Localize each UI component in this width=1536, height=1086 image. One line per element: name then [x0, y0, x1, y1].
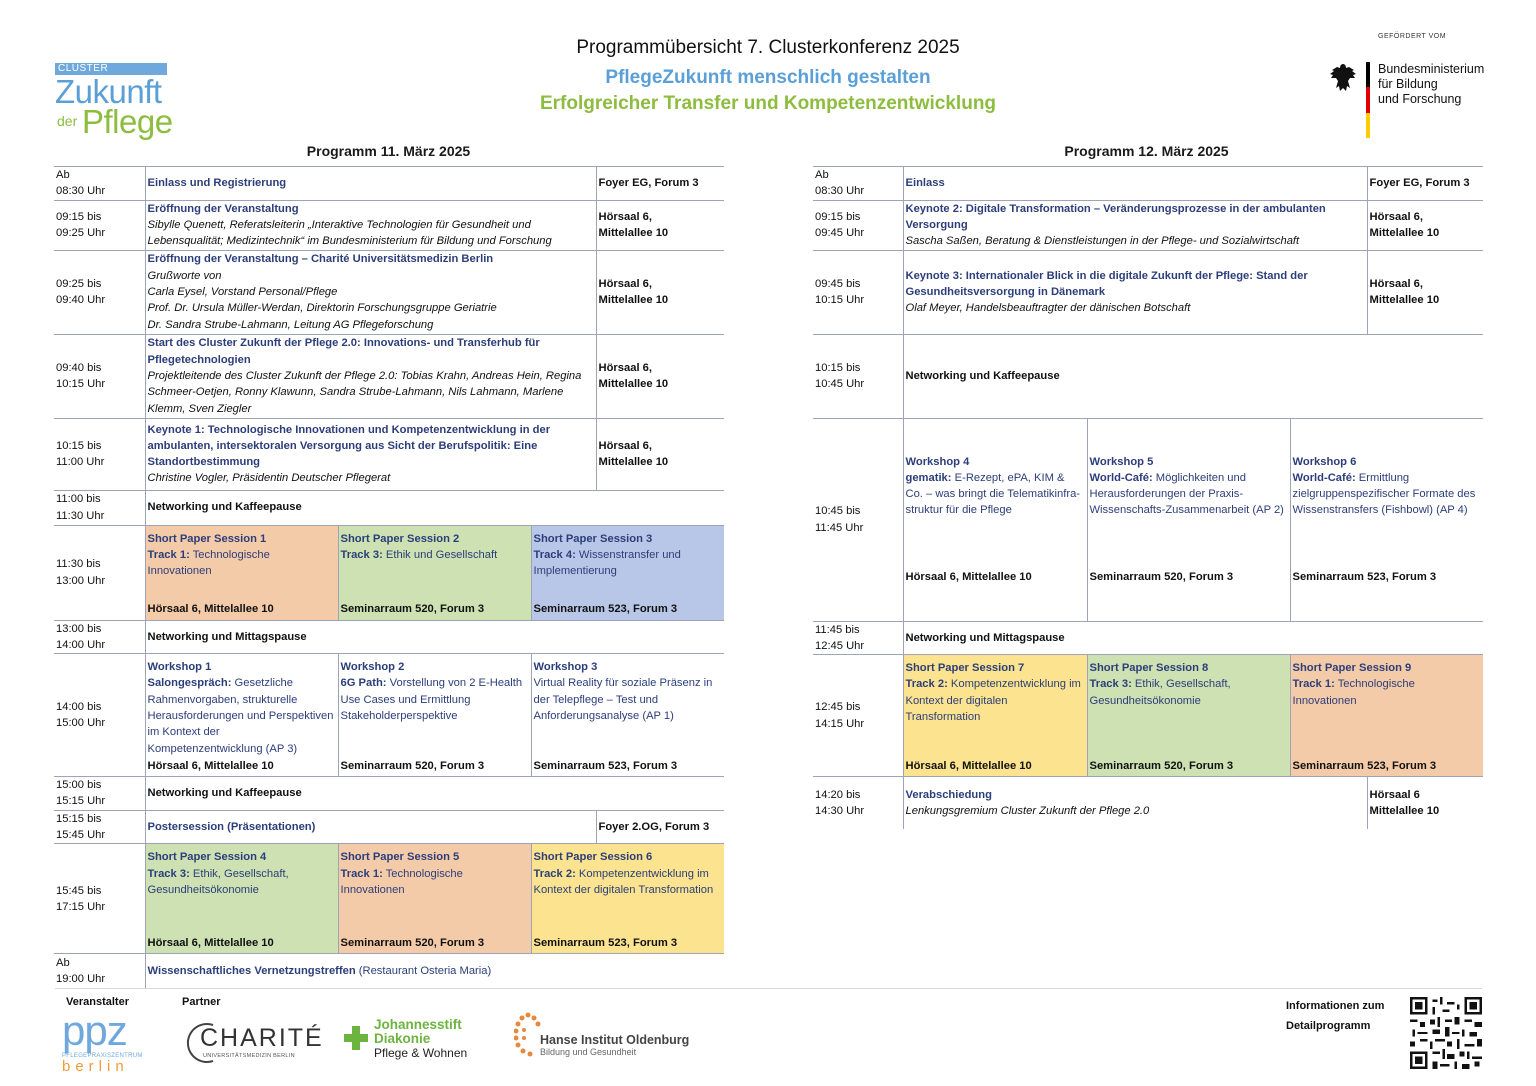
time-cell: 14:00 bis 15:00 Uhr: [54, 654, 145, 777]
charite-logo: [183, 1020, 324, 1066]
session-cell: Networking und Mittagspause: [145, 620, 724, 654]
table-row: [54, 954, 724, 988]
workshop-4: Workshop 4 gematik: E-Rezept, ePA, KIM & Co. – was bringt die Telematikinfra-struktur für die Pflege Hörsaal 6, Mittelallee 10: [903, 418, 1087, 621]
short-paper-session-5: Short Paper Session 5 Track 1: Technologische Innovationen Seminarraum 520, Forum 3: [338, 844, 531, 954]
room-cell: Hörsaal 6, Mittelallee 10: [596, 250, 724, 334]
johannesstift-name: Johannesstift Diakonie: [374, 1017, 462, 1046]
table-row: [54, 844, 724, 954]
session-cell: Networking und Kaffeepause: [145, 777, 724, 811]
hanse-dots-icon: [514, 1012, 542, 1058]
footer-divider: [55, 988, 1482, 989]
table-row: [54, 167, 724, 201]
time-cell: 10:15 bis 10:45 Uhr: [813, 334, 903, 418]
time-cell: 09:45 bis 10:15 Uhr: [813, 250, 903, 334]
time-cell: 09:25 bis 09:40 Uhr: [54, 250, 145, 334]
workshop-2: Workshop 2 6G Path: Vorstellung von 2 E-Health Use Cases und Ermittlung Stakeholderperspektive Seminarraum 520, Forum 3: [338, 654, 531, 777]
short-paper-session-1: Short Paper Session 1 Track 1: Technologische Innovationen Hörsaal 6, Mittelallee 10: [145, 525, 338, 620]
session-cell: Keynote 3: Internationaler Blick in die digitale Zukunft der Pflege: Stand der Gesundheitsversorgung in Dänemark Olaf Meyer, Handelsbeauftragter der dänischen Botschaft: [903, 250, 1367, 334]
room-cell: Hörsaal 6, Mittelallee 10: [596, 334, 724, 418]
time-cell: 15:00 bis 15:15 Uhr: [54, 777, 145, 811]
room-cell: Hörsaal 6, Mittelallee 10: [1367, 250, 1483, 334]
detail-info-text: Informationen zum Detailprogramm: [1286, 1000, 1385, 1032]
session-cell: Keynote 1: Technologische Innovationen und Kompetenzentwicklung in der ambulanten, intersektoralen Versorgung aus Sicht der Berufspolitik: Eine Standortbestimmung Christine Vogler, Präsidentin Deutscher Pflegerat: [145, 418, 596, 490]
hanse-logo: [514, 1012, 714, 1062]
room-cell: Hörsaal 6, Mittelallee 10: [596, 200, 724, 250]
time-cell: 12:45 bis 14:15 Uhr: [813, 655, 903, 777]
session-cell: Keynote 2: Digitale Transformation – Veränderungsprozesse in der ambulanten Versorgung Sascha Saßen, Beratung & Dienstleistungen in der Pflege- und Sozialwirtschaft: [903, 200, 1367, 250]
short-paper-session-3: Short Paper Session 3 Track 4: Wissenstransfer und Implementierung Seminarraum 523, Forum 3: [531, 525, 724, 620]
table-row: [813, 167, 1483, 201]
table-row: [54, 810, 724, 844]
ppz-logo: [62, 1007, 152, 1076]
time-cell: 10:45 bis 11:45 Uhr: [813, 418, 903, 621]
table-row: [813, 777, 1483, 829]
session-cell: Postersession (Präsentationen): [145, 810, 596, 844]
time-cell: Ab 19:00 Uhr: [54, 954, 145, 988]
session-cell: Einlass und Registrierung: [145, 167, 596, 201]
session-cell: Eröffnung der Veranstaltung Sibylle Quenett, Referatsleiterin „Interaktive Technologien für Gesundheit und Lebensqualität; Medizintechnik“ im Bundesministerium für Bildung und Forschung: [145, 200, 596, 250]
charite-subtitle: UNIVERSITÄTSMEDIZIN BERLIN: [203, 1053, 295, 1059]
cluster-logo-pflege: Pflege: [82, 103, 173, 140]
time-cell: 11:30 bis 13:00 Uhr: [54, 525, 145, 620]
page-title: Programmübersicht 7. Clusterkonferenz 2025: [576, 37, 960, 58]
short-paper-session-4: Short Paper Session 4 Track 3: Ethik, Gesellschaft, Gesundheitsökonomie Hörsaal 6, Mittelallee 10: [145, 844, 338, 954]
room-cell: Foyer EG, Forum 3: [1367, 167, 1483, 201]
cluster-logo: [55, 63, 185, 141]
time-cell: Ab 08:30 Uhr: [813, 167, 903, 201]
table-row: [813, 655, 1483, 777]
day1-schedule: [54, 166, 724, 988]
table-row: [54, 525, 724, 620]
table-row: [54, 250, 724, 334]
session-cell: Start des Cluster Zukunft der Pflege 2.0: Innovations- und Transferhub für Pflegetechnologien Projektleitende des Cluster Zukunft der Pflege 2.0: Tobias Krahn, Andreas Hein, Regina Schmeer-Oetjen, Ronny Klawunn, Sandra Strube-Lahmann, Nils Lahmann, Marlene Klemm, Sven Ziegler: [145, 334, 596, 418]
session-cell: Verabschiedung Lenkungsgremium Cluster Zukunft der Pflege 2.0: [903, 777, 1367, 829]
short-paper-session-7: Short Paper Session 7 Track 2: Kompetenzentwicklung im Kontext der digitalen Transformation Hörsaal 6, Mittelallee 10: [903, 655, 1087, 777]
johannesstift-logo: [344, 1018, 484, 1064]
table-row: [54, 334, 724, 418]
hanse-subtitle: Bildung und Gesundheit: [540, 1047, 637, 1057]
short-paper-session-6: Short Paper Session 6 Track 2: Kompetenzentwicklung im Kontext der digitalen Transformation Seminarraum 523, Forum 3: [531, 844, 724, 954]
time-cell: 09:40 bis 10:15 Uhr: [54, 334, 145, 418]
short-paper-session-2: Short Paper Session 2 Track 3: Ethik und Gesellschaft Seminarraum 520, Forum 3: [338, 525, 531, 620]
session-cell: Networking und Mittagspause: [903, 621, 1483, 655]
session-cell: Networking und Kaffeepause: [145, 490, 724, 525]
short-paper-session-8: Short Paper Session 8 Track 3: Ethik, Gesellschaft, Gesundheitsökonomie Seminarraum 520, Forum 3: [1087, 655, 1290, 777]
session-cell: Eröffnung der Veranstaltung – Charité Universitätsmedizin Berlin Grußworte von Carla Eysel, Vorstand Personal/Pflege Prof. Dr. Ursula Müller-Werdan, Direktorin Forschungsgruppe Geriatrie Dr. Sandra Strube-Lahmann, Leitung AG Pflegeforschung: [145, 250, 596, 334]
table-row: [54, 620, 724, 654]
workshop-6: Workshop 6 World-Café: Ermittlung zielgruppenspezifischer Formate des Wissenstransfers (Fishbowl) (AP 4) Seminarraum 523, Forum 3: [1290, 418, 1483, 621]
workshop-3: Workshop 3 Virtual Reality für soziale Präsenz in der Telepflege – Test und Anforderungsanalyse (AP 1) Seminarraum 523, Forum 3: [531, 654, 724, 777]
day2-schedule: [813, 166, 1483, 829]
time-cell: 14:20 bis 14:30 Uhr: [813, 777, 903, 829]
table-row: [54, 200, 724, 250]
time-cell: 09:15 bis 09:25 Uhr: [54, 200, 145, 250]
time-cell: 13:00 bis 14:00 Uhr: [54, 620, 145, 654]
table-row: [813, 418, 1483, 621]
table-row: [813, 250, 1483, 334]
room-cell: Hörsaal 6, Mittelallee 10: [1367, 200, 1483, 250]
table-row: [54, 490, 724, 525]
room-cell: Hörsaal 6 Mittelallee 10: [1367, 777, 1483, 829]
workshop-1: Workshop 1 Salongespräch: Gesetzliche Rahmenvorgaben, strukturelle Herausforderungen und Perspektiven im Kontext der Kompetenzentwicklung (AP 3) Hörsaal 6, Mittelallee 10: [145, 654, 338, 777]
time-cell: 15:15 bis 15:45 Uhr: [54, 810, 145, 844]
ppz-logo-text: ppz: [62, 1007, 127, 1054]
session-cell: Networking und Kaffeepause: [903, 334, 1483, 418]
table-row: [813, 334, 1483, 418]
eagle-icon: [1328, 62, 1358, 94]
hanse-name: Hanse Institut Oldenburg: [540, 1033, 690, 1047]
day1-title: Programm 11. März 2025: [306, 143, 471, 159]
short-paper-session-9: Short Paper Session 9 Track 1: Technologische Innovationen Seminarraum 523, Forum 3: [1290, 655, 1483, 777]
bmbf-logo: [1328, 62, 1488, 140]
table-row: [54, 777, 724, 811]
cross-icon: [344, 1026, 368, 1050]
table-row: [813, 621, 1483, 655]
cluster-logo-zukunft: Zukunft: [55, 73, 162, 110]
time-cell: 09:15 bis 09:45 Uhr: [813, 200, 903, 250]
workshop-5: Workshop 5 World-Café: Möglichkeiten und Herausforderungen der Praxis-Wissenschafts-Zusammenarbeit (AP 2) Seminarraum 520, Forum 3: [1087, 418, 1290, 621]
organizer-label: Veranstalter: [66, 996, 129, 1008]
time-cell: 11:00 bis 11:30 Uhr: [54, 490, 145, 525]
time-cell: 15:45 bis 17:15 Uhr: [54, 844, 145, 954]
time-cell: Ab 08:30 Uhr: [54, 167, 145, 201]
room-cell: Foyer EG, Forum 3: [596, 167, 724, 201]
room-cell: Foyer 2.OG, Forum 3: [596, 810, 724, 844]
german-flag: [1366, 62, 1370, 138]
time-cell: 10:15 bis 11:00 Uhr: [54, 418, 145, 490]
cluster-logo-der: der: [57, 113, 78, 129]
subtitle-1: PflegeZukunft menschlich gestalten: [605, 67, 931, 88]
room-cell: Hörsaal 6, Mittelallee 10: [596, 418, 724, 490]
funder-label: GEFÖRDERT VOM: [1378, 33, 1447, 40]
qr-code-icon[interactable]: [1410, 997, 1482, 1069]
session-cell: Wissenschaftliches Vernetzungstreffen (Restaurant Osteria Maria): [145, 954, 724, 988]
session-cell: Einlass: [903, 167, 1367, 201]
cluster-logo-bar: CLUSTER: [55, 63, 167, 75]
partner-label: Partner: [182, 996, 221, 1008]
subtitle-2: Erfolgreicher Transfer und Kompetenzentwicklung: [539, 93, 997, 114]
johannesstift-subtitle: Pflege & Wohnen: [374, 1046, 468, 1060]
table-row: [54, 418, 724, 490]
funder-name: Bundesministerium für Bildung und Forschung: [1378, 62, 1485, 106]
table-row: [813, 200, 1483, 250]
charite-name: CHARITÉ: [200, 1024, 324, 1052]
day2-title: Programm 12. März 2025: [1064, 143, 1229, 159]
time-cell: 11:45 bis 12:45 Uhr: [813, 621, 903, 655]
table-row: [54, 654, 724, 777]
ppz-logo-city: berlin: [62, 1058, 129, 1075]
ppz-logo-subtitle: PFLEGEPRAXISZENTRUM: [62, 1053, 143, 1059]
